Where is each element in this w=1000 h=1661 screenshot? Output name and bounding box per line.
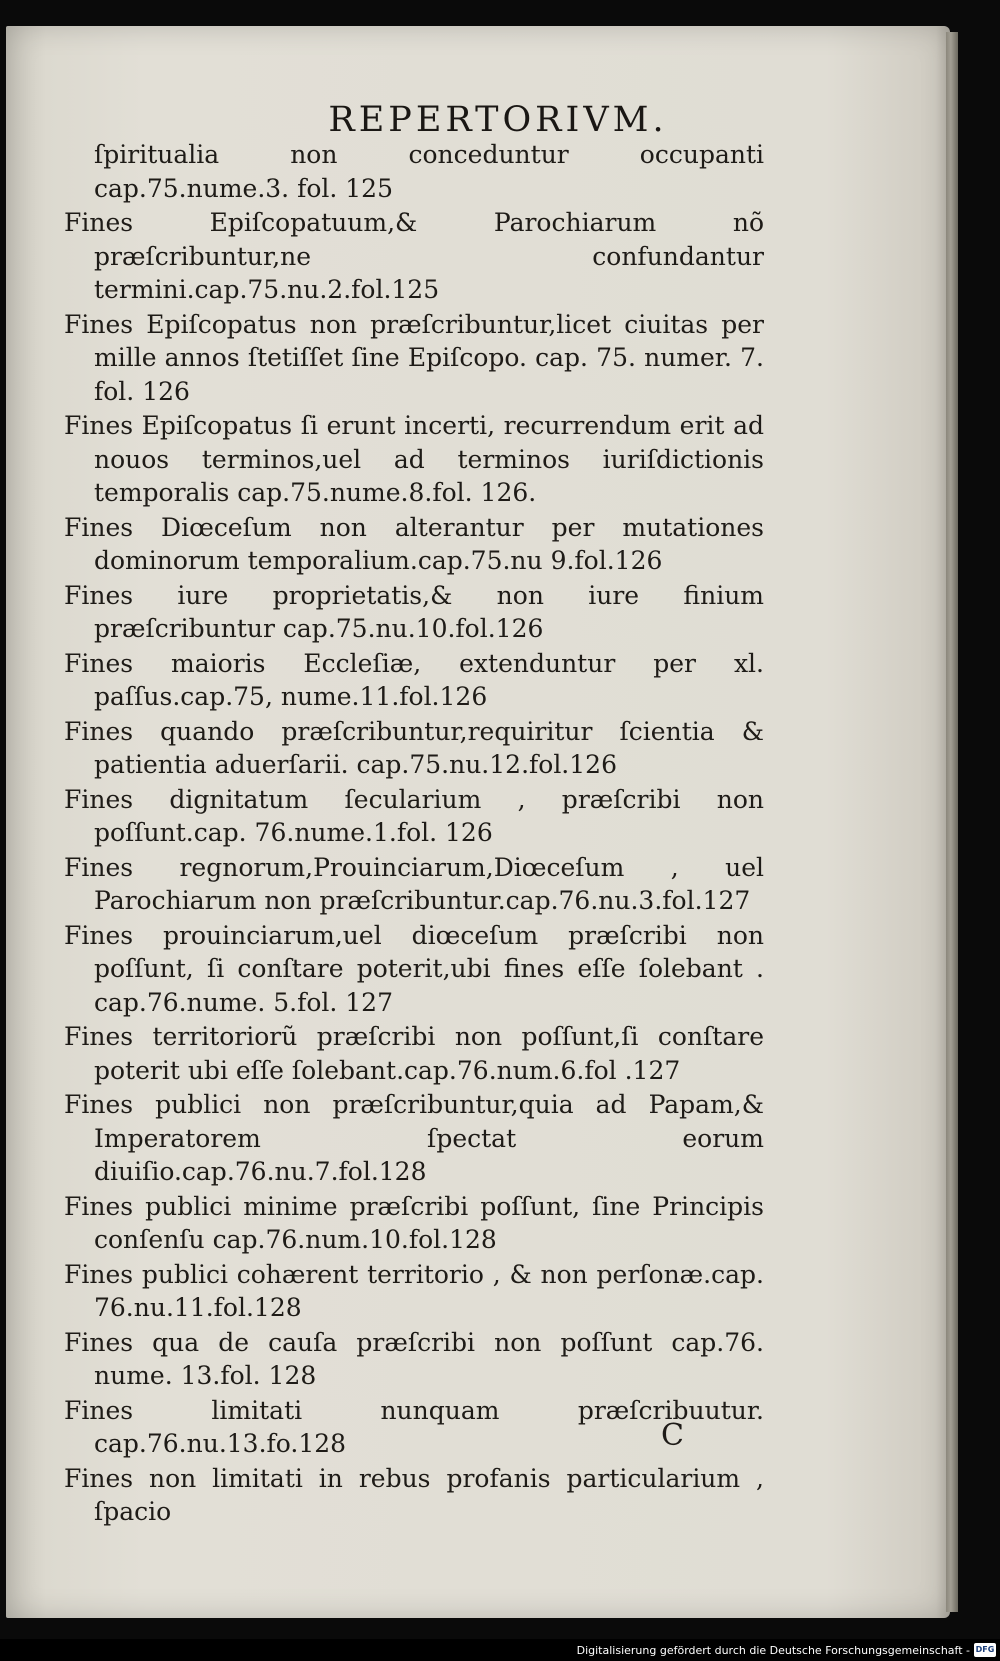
footer-bar [0, 1639, 1000, 1661]
signature-mark: C [661, 1418, 684, 1453]
index-entry: Fines publici cohærent territorio , & non perſonæ.cap. 76.nu.11.fol.128 [64, 1259, 764, 1322]
index-entry: Fines Epiſcopatus non præſcribuntur,licet ciuitas per mille annos ſtetiſſet ſine Epiſcopo. cap. 75. numer. 7. fol. 126 [64, 309, 764, 406]
index-entry: Fines limitati nunquam præſcribuutur. cap.76.nu.13.fo.128 [64, 1395, 764, 1458]
index-entry: Fines prouinciarum,uel diœceſum præſcribi non poſſunt, ſi conſtare poterit,ubi fines eſſe ſolebant . cap.76.nume. 5.fol. 127 [64, 920, 764, 1017]
index-entry: Fines non limitati in rebus profanis particularium , ſpacio [64, 1463, 764, 1526]
index-entries [64, 138, 764, 1530]
index-entry: Fines Epiſcopatus ſi erunt incerti, recurrendum erit ad nouos terminos,uel ad terminos iuriſdictionis temporalis cap.75.nume.8.fol. 126. [64, 411, 764, 507]
index-entry: Fines regnorum,Prouinciarum,Diœceſum , uel Parochiarum non præſcribuntur.cap.76.nu.3.fol.127 [64, 852, 764, 915]
page-edge [946, 32, 958, 1612]
running-head: REPERTORIVM. [328, 100, 668, 140]
index-entry: Fines publici non præſcribuntur,quia ad Papam,& Imperatorem ſpectat eorum diuiſio.cap.76.nu.7.fol.128 [64, 1090, 764, 1186]
index-entry: ſpiritualia non conceduntur occupanti cap.75.nume.3. fol. 125 [94, 140, 764, 203]
index-entry: Fines Diœceſum non alterantur per mutationes dominorum temporalium.cap.75.nu 9.fol.126 [64, 512, 764, 575]
book-page [6, 26, 950, 1618]
index-entry: Fines Epiſcopatuum,& Parochiarum nõ præſcribuntur,ne confundantur termini.cap.75.nu.2.fol.125 [64, 208, 764, 304]
index-entry: Fines qua de cauſa præſcribi non poſſunt cap.76. nume. 13.fol. 128 [64, 1327, 764, 1390]
index-entry: Fines maioris Eccleſiæ, extenduntur per xl. paſſus.cap.75, nume.11.fol.126 [64, 648, 764, 711]
index-entry: Fines territoriorũ præſcribi non poſſunt,ſi conſtare poterit ubi eſſe ſolebant.cap.76.num.6.fol .127 [64, 1022, 764, 1085]
dfg-logo-icon: DFG [974, 1643, 996, 1657]
index-entry: Fines quando præſcribuntur,requiritur ſcientia & patientia aduerſarii. cap.75.nu.12.fol.126 [64, 716, 764, 779]
index-entry: Fines iure proprietatis,& non iure finium præſcribuntur cap.75.nu.10.fol.126 [64, 580, 764, 643]
index-entry: Fines dignitatum ſecularium , præſcribi non poſſunt.cap. 76.nume.1.fol. 126 [64, 784, 764, 847]
index-entry: Fines publici minime præſcribi poſſunt, ſine Principis conſenſu cap.76.num.10.fol.128 [64, 1191, 764, 1254]
footer-credit: Digitalisierung gefördert durch die Deutsche Forschungsgemeinschaft - [576, 1644, 970, 1657]
